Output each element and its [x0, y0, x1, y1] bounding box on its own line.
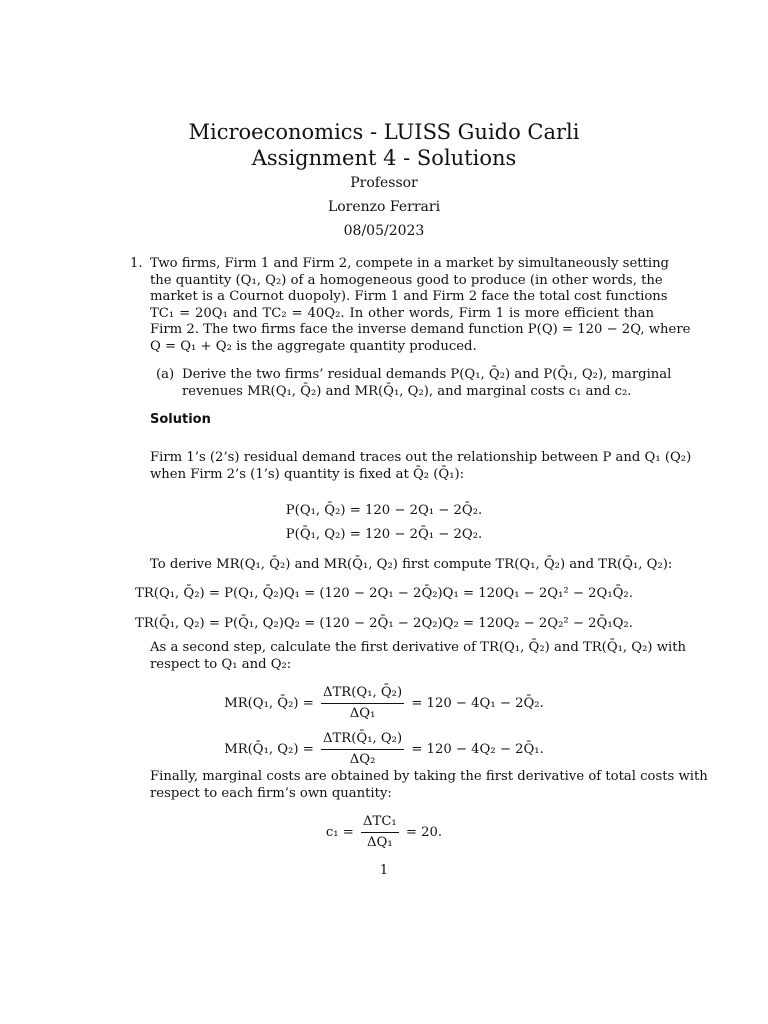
page-number: 1: [379, 863, 389, 878]
mr1-lhs: MR(Q₁, Q̄₂) =: [224, 696, 314, 711]
problem-line: TC₁ = 20Q₁ and TC₂ = 40Q₂. In other words, Firm 1 is more efficient than: [150, 305, 654, 321]
mr2-fraction: [321, 730, 404, 769]
equation-marginal-cost-1: [0, 813, 768, 852]
equation-marginal-revenue-2: [0, 730, 768, 769]
c1-lhs: c₁ =: [325, 825, 354, 840]
solution-intro: [150, 450, 692, 483]
part-a-statement: [182, 367, 672, 400]
mr2-lhs: MR(Q̄₁, Q₂) =: [224, 742, 314, 757]
problem-line: Two firms, Firm 1 and Firm 2, compete in a market by simultaneously setting: [150, 256, 669, 271]
mr-intro: [150, 557, 673, 574]
mr2-denominator: ΔQ₂: [349, 752, 376, 767]
equation-total-revenue-2: TR(Q̄₁, Q₂) = P(Q̄₁, Q₂)Q₂ = (120 − 2Q̄₁ − 2Q₂)Q₂ = 120Q₂ − 2Q₂² − 2Q̄₁Q₂.: [135, 616, 633, 631]
mr2-numerator: ΔTR(Q̄₁, Q₂): [321, 730, 404, 750]
second-step-line: respect to Q₁ and Q₂:: [150, 656, 292, 672]
part-a-line: Derive the two firms’ residual demands P(Q₁, Q̄₂) and P(Q̄₁, Q₂), marginal: [182, 367, 672, 382]
mr1-fraction: [321, 684, 404, 723]
problem-line: Firm 2. The two firms face the inverse demand function P(Q) = 120 − 2Q, where: [150, 322, 691, 338]
mr1-rhs: = 120 − 4Q₁ − 2Q̄₂.: [411, 696, 544, 711]
mr2-rhs: = 120 − 4Q₂ − 2Q̄₁.: [411, 742, 544, 757]
document-title-line1: Microeconomics - LUISS Guido Carli: [188, 120, 580, 144]
equation-residual-demand-1: P(Q₁, Q̄₂) = 120 − 2Q₁ − 2Q̄₂.: [285, 503, 483, 518]
mr1-numerator: ΔTR(Q₁, Q̄₂): [321, 684, 404, 704]
solution-intro-line: when Firm 2’s (1’s) quantity is fixed at Q̄₂ (Q̄₁):: [150, 466, 465, 482]
finally-line: respect to each firm’s own quantity:: [150, 785, 392, 801]
c1-rhs: = 20.: [405, 825, 443, 840]
equation-residual-demand-2: P(Q̄₁, Q₂) = 120 − 2Q̄₁ − 2Q₂.: [285, 527, 483, 542]
c1-denominator: ΔQ₁: [367, 835, 393, 850]
second-step-text: [150, 640, 687, 673]
problem-line: market is a Cournot duopoly). Firm 1 and Firm 2 face the total cost functions: [150, 289, 668, 305]
author-role: Professor: [350, 175, 418, 191]
part-a-label: (a): [156, 367, 175, 382]
problem-statement: [150, 256, 691, 356]
solution-intro-line: Firm 1’s (2’s) residual demand traces out the relationship between P and Q₁ (Q₂): [150, 450, 692, 465]
mr-intro-line: To derive MR(Q₁, Q̄₂) and MR(Q̄₁, Q₂) first compute TR(Q₁, Q̄₂) and TR(Q̄₁, Q₂):: [150, 557, 673, 572]
part-a-line: revenues MR(Q₁, Q̄₂) and MR(Q̄₁, Q₂), and marginal costs c₁ and c₂.: [182, 383, 632, 399]
second-step-line: As a second step, calculate the first derivative of TR(Q₁, Q̄₂) and TR(Q̄₁, Q₂) with: [150, 640, 687, 655]
problem-line: Q = Q₁ + Q₂ is the aggregate quantity produced.: [150, 338, 477, 354]
author-name: Lorenzo Ferrari: [327, 199, 441, 215]
document-title-line2: Assignment 4 - Solutions: [251, 146, 517, 170]
equation-total-revenue-1: TR(Q₁, Q̄₂) = P(Q₁, Q̄₂)Q₁ = (120 − 2Q₁ − 2Q̄₂)Q₁ = 120Q₁ − 2Q₁² − 2Q₁Q̄₂.: [135, 586, 633, 601]
c1-numerator: ΔTC₁: [361, 813, 399, 833]
equation-marginal-revenue-1: [0, 684, 768, 723]
problem-line: the quantity (Q₁, Q₂) of a homogeneous good to produce (in other words, the: [150, 272, 663, 288]
problem-number: 1.: [130, 256, 143, 271]
mr1-denominator: ΔQ₁: [349, 706, 376, 721]
finally-line: Finally, marginal costs are obtained by taking the first derivative of total costs with: [150, 769, 708, 784]
finally-text: [150, 769, 708, 802]
solution-heading: Solution: [150, 412, 211, 427]
document-date: 08/05/2023: [343, 223, 425, 239]
c1-fraction: [361, 813, 399, 852]
